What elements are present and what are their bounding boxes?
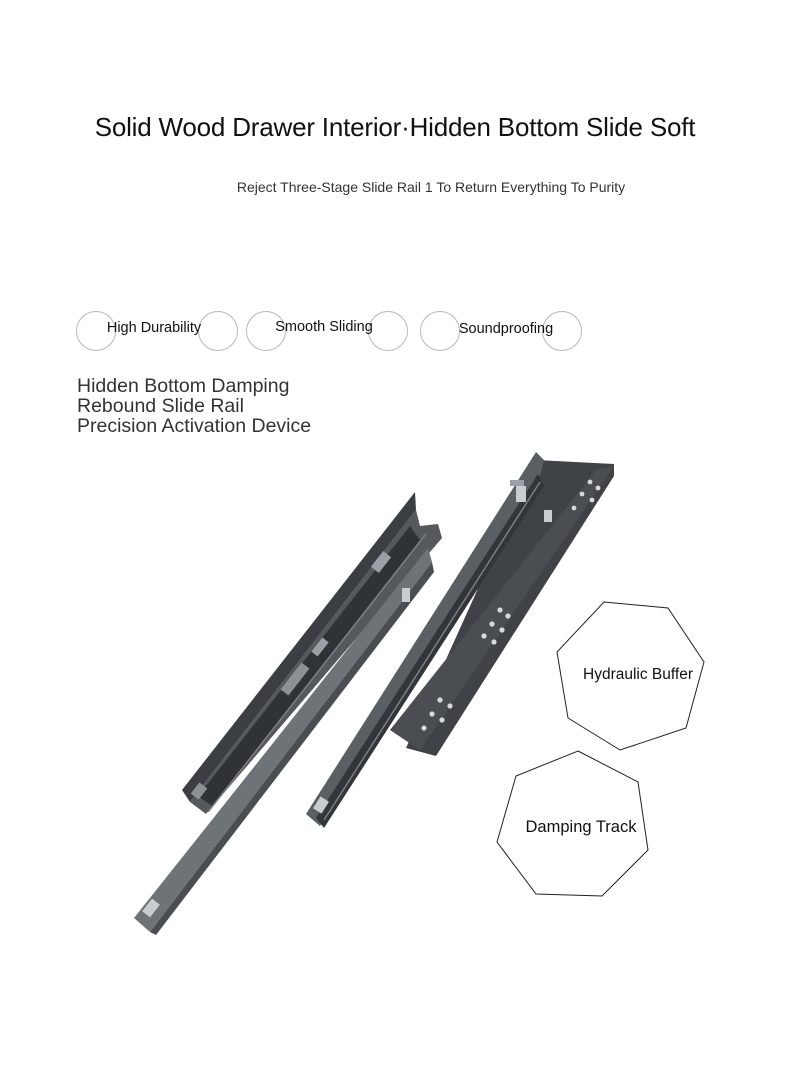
feature-label: Soundproofing xyxy=(458,321,554,337)
badge-label: Damping Track xyxy=(525,818,637,836)
feature-label: Smooth Sliding xyxy=(275,319,373,335)
badge-damping-track xyxy=(496,750,650,900)
feature-soundproofing xyxy=(420,311,586,351)
feature-high-durability xyxy=(76,311,242,351)
badge-hydraulic-buffer xyxy=(556,600,708,752)
page-title: Solid Wood Drawer Interior·Hidden Bottom Slide Soft xyxy=(94,112,696,142)
headline-line: Rebound Slide Rail xyxy=(77,395,244,417)
headline-line: Hidden Bottom Damping xyxy=(77,375,290,397)
product-headline xyxy=(77,376,311,436)
headline-line: Precision Activation Device xyxy=(77,415,312,437)
feature-smooth-sliding xyxy=(246,311,412,351)
page-subtitle: Reject Three-Stage Slide Rail 1 To Return Everything To Purity xyxy=(236,179,626,195)
feature-label: High Durability xyxy=(106,320,202,336)
badge-label: Hydraulic Buffer xyxy=(583,666,693,683)
